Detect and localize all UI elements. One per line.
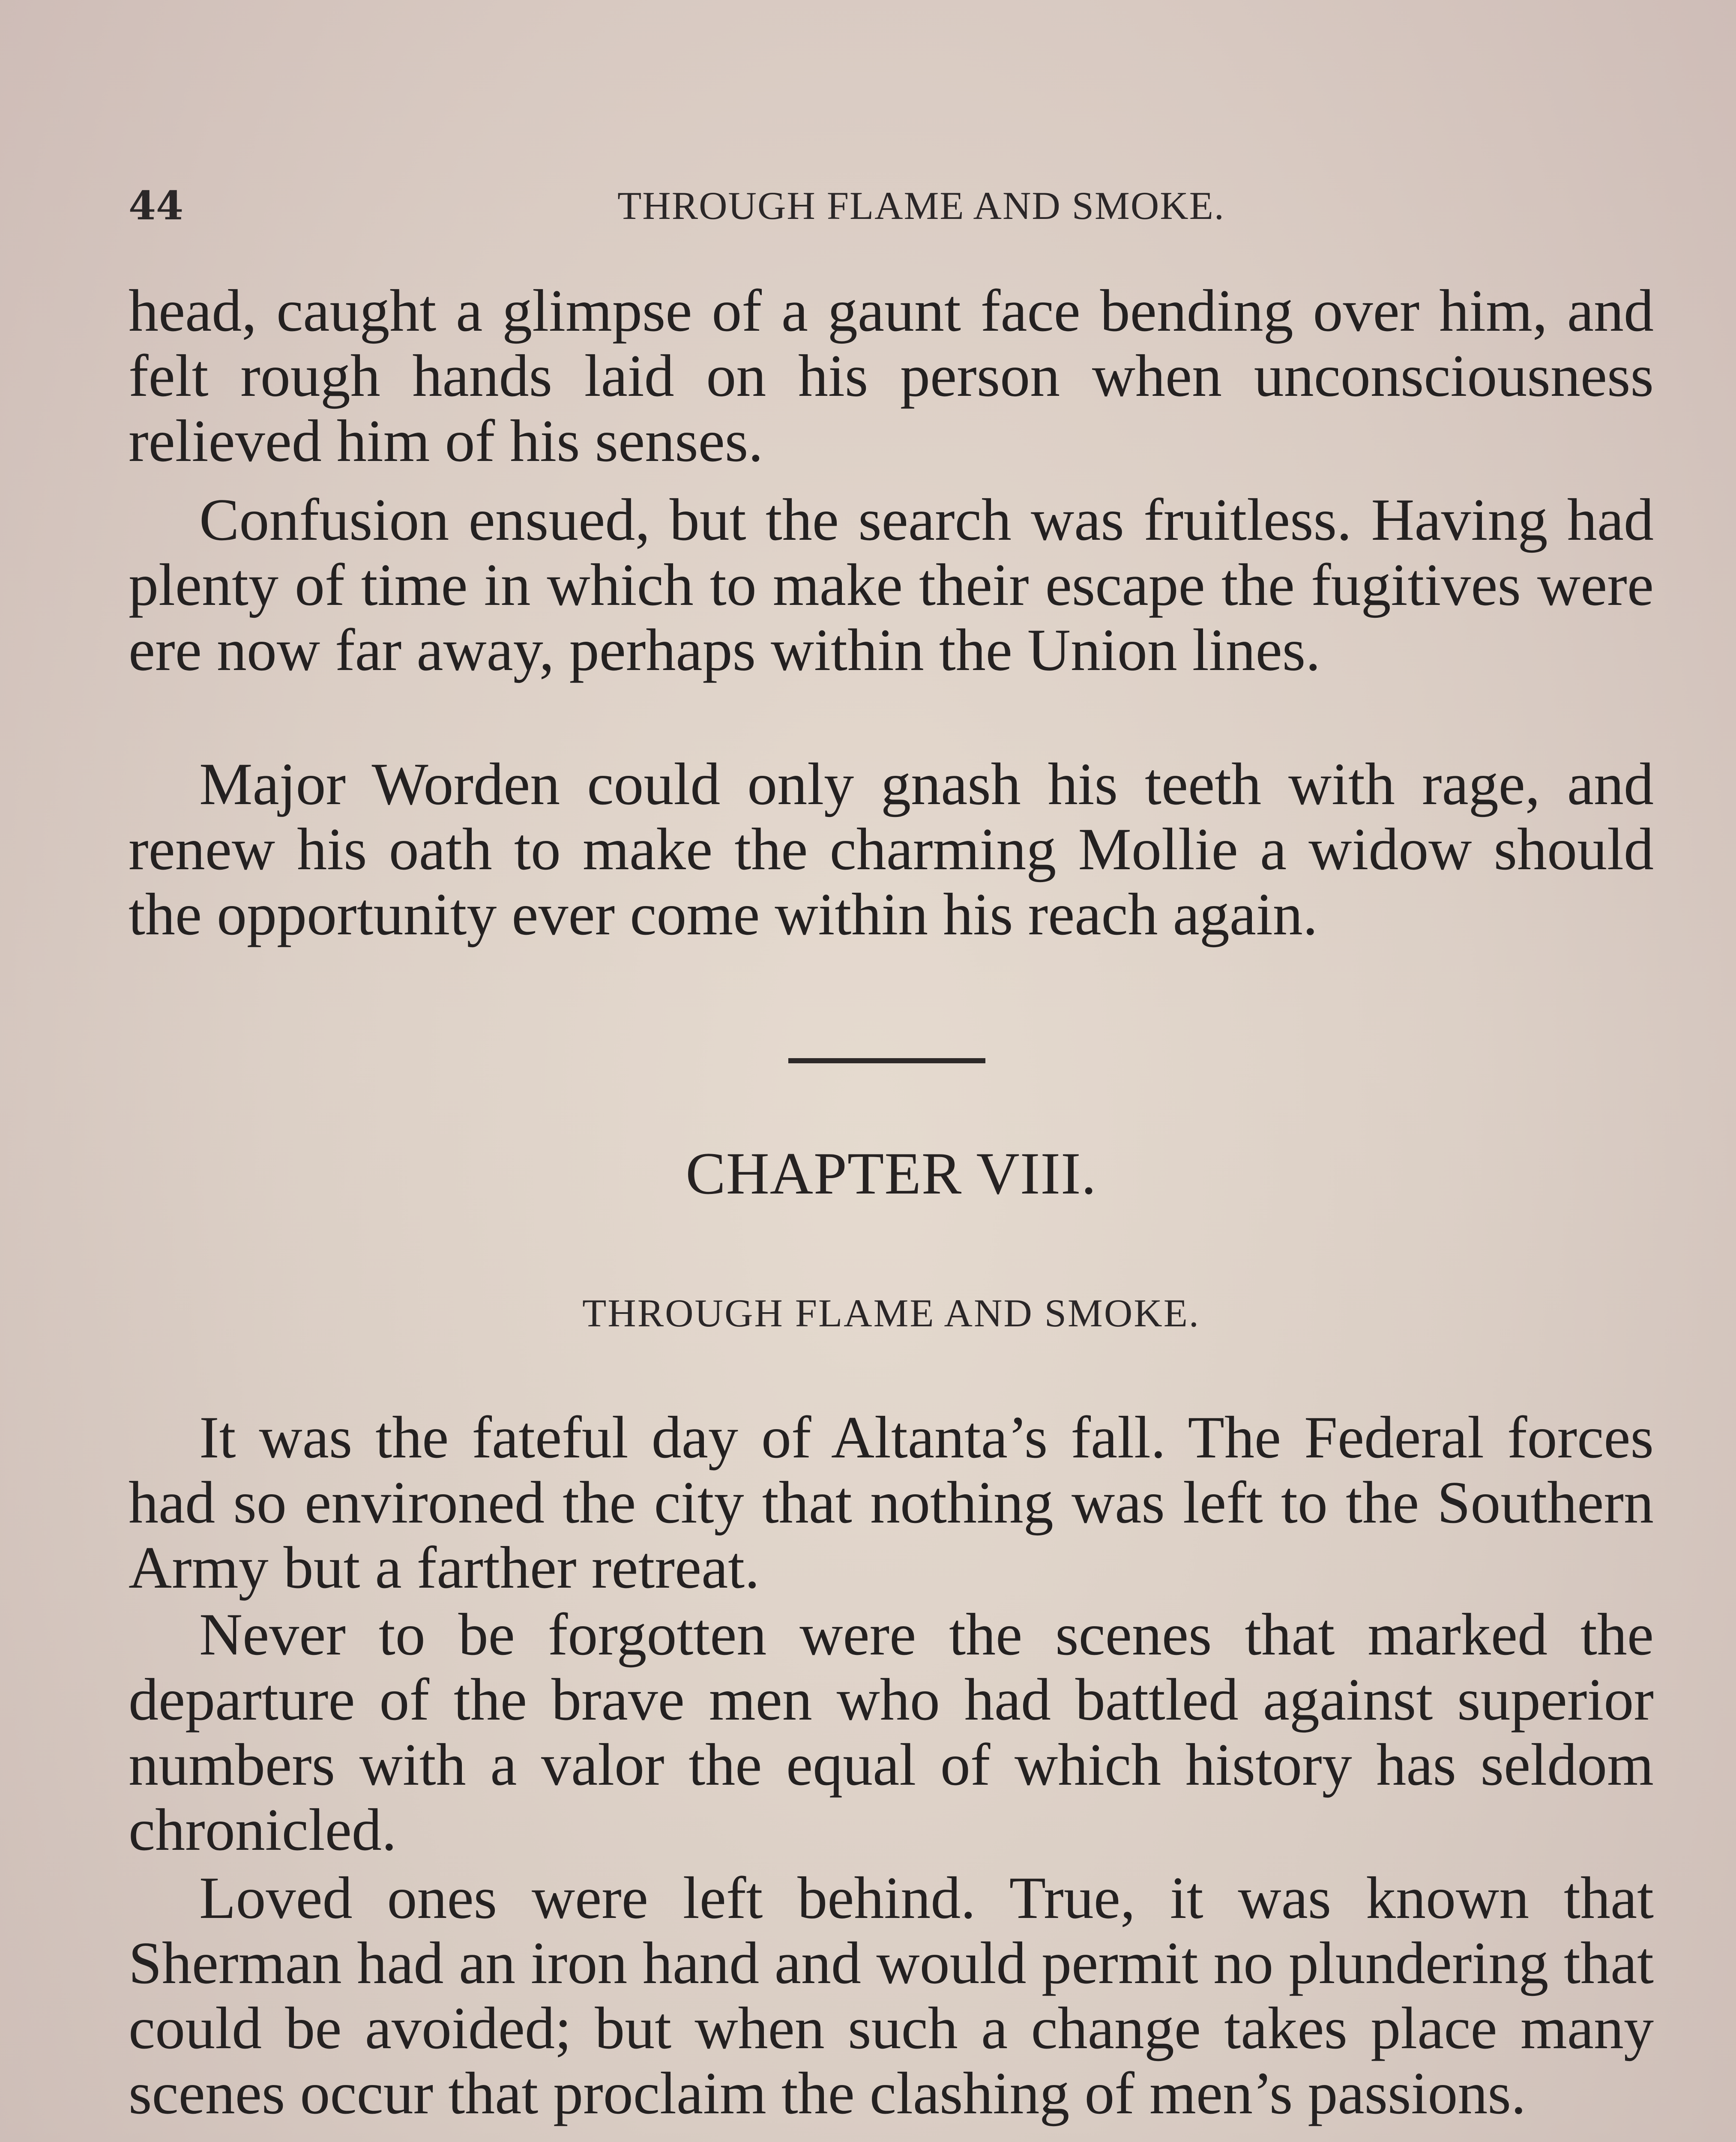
body-paragraph: Confusion ensued, but the search was fruitless. Having had plenty of time in which to make their escape the fugitives were ere now far away, perhaps within the Union lines. bbox=[129, 487, 1654, 683]
chapter-paragraph: Never to be forgotten were the scenes that marked the departure of the brave men who had battled against superior numbers with a valor the equal of which history has seldom chronicled. bbox=[129, 1601, 1654, 1863]
running-title: THROUGH FLAME AND SMOKE. bbox=[617, 184, 1225, 227]
body-paragraph: head, caught a glimpse of a gaunt face bending over him, and felt rough hands laid on his person when unconsciousness relieved him of his senses. bbox=[129, 278, 1654, 474]
section-separator bbox=[788, 1058, 985, 1063]
chapter-paragraph: It was the fateful day of Altanta’s fall. The Federal forces had so environed the city that nothing was left to the Southern Army but a farther retreat. bbox=[129, 1404, 1654, 1601]
page-number: 44 bbox=[129, 182, 184, 229]
chapter-heading: CHAPTER VIII. bbox=[685, 1140, 1097, 1207]
body-paragraph: Major Worden could only gnash his teeth with rage, and renew his oath to make the charming Mollie a widow should the opportunity ever come within his reach again. bbox=[129, 751, 1654, 948]
page-header bbox=[129, 182, 1654, 233]
chapter-paragraph: Loved ones were left behind. True, it was known that Sherman had an iron hand and would permit no plundering that could be avoided; but when such a change takes place many scenes occur that proclaim the clashing of men’s passions. bbox=[129, 1865, 1654, 2127]
chapter-subheading: THROUGH FLAME AND SMOKE. bbox=[582, 1291, 1200, 1335]
